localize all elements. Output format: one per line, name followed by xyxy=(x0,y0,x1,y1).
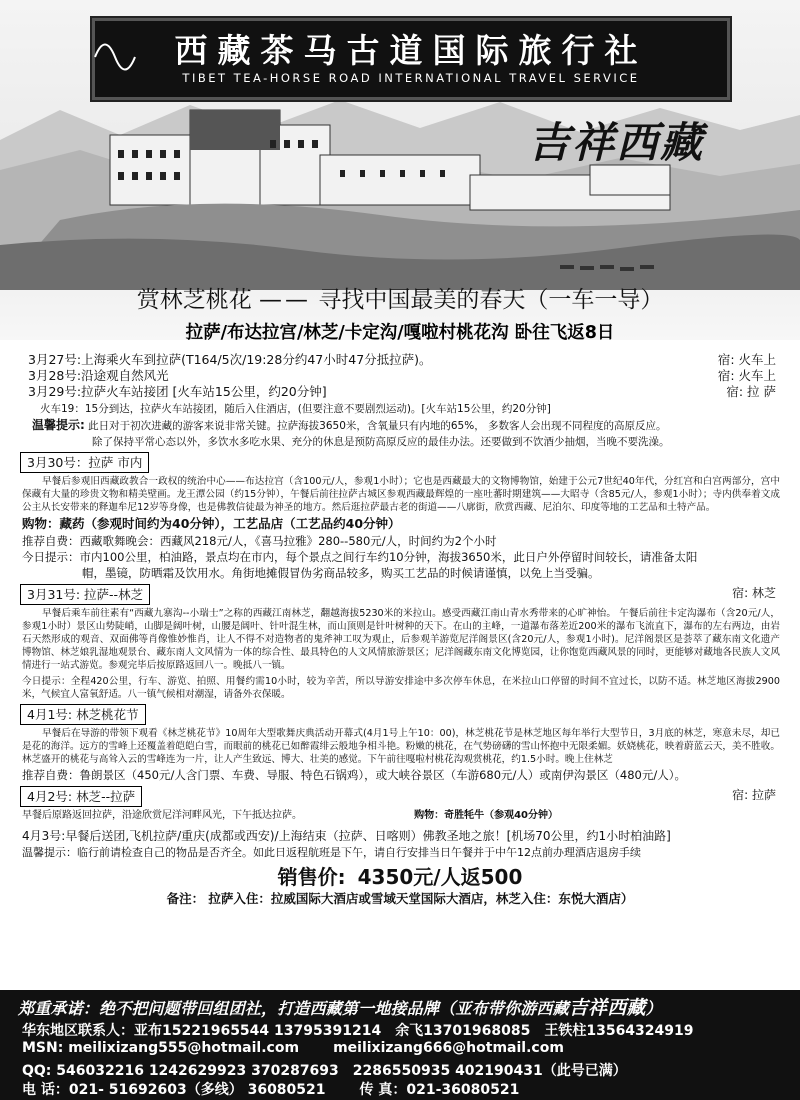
day-title: 4月1号: 林芝桃花节 xyxy=(20,704,146,725)
recommended-line xyxy=(0,767,800,783)
tour-route-title: 拉萨/布达拉宫/林芝/卡定沟/嘎啦村桃花沟 卧往飞返8日 xyxy=(185,323,615,340)
day-description: 早餐后乘车前往素有“西藏九寨沟--小瑞士”之称的西藏江南林芝，翻越海拔5230米的米拉山。感受西藏江南山青水秀带来的心旷神怡。 午餐后前往卡定沟瀑布（含20元/人，参观1小时）景区山势陡峭，山脚是阔叶树，山腰是阔叶、针叶混生林，而山顶则是针叶树种的天下。在山的主峰，一道瀑布落差近200米的瀑布飞流直下，瀑布的左右两边，由岩石天然形成的观音、双面佛等肖像惟妙惟肖，让人不得不对造物者的鬼斧神工叹为观止，后参观羊游览尼洋阁景区(含20元/人，参观1小时)。尼洋阁景区是荟萃了藏东南文化遗产博物馆、林芝娘乳湿地观景台、藏东南人文风情为一体的综合性、最具特色的人文风情旅游景区；尼洋阁藏东南文化博览园，让你饱览西藏风景的同时，更能够对藏地各民族人文风情进行一站式游览。参观完毕后按原路返回八一。晚抵八一镇。 xyxy=(22,607,780,672)
tip-text: 市内100公里，柏油路，景点均在市内，每个景点之间行车约10分钟，海拔3650米，此日户外停留时间较长，请准备太阳 xyxy=(79,549,698,564)
promise-statement xyxy=(18,993,662,1020)
shop-text: 藏药（参观时间约为40分钟），工艺品店（工艺品约40分钟） xyxy=(59,515,401,531)
hotel-remark: 备注： 拉萨入住：拉威国际大酒店或雪域天堂国际大酒店，林芝入住：东悦大酒店） xyxy=(166,890,634,906)
slogan: 吉祥西藏 xyxy=(528,118,705,167)
recommended-line xyxy=(0,533,800,549)
contact-line-east xyxy=(22,1020,708,1040)
day-header xyxy=(0,452,800,473)
day-title: 4月2号: 林芝--拉萨 xyxy=(20,786,142,807)
contact-footer xyxy=(0,990,800,1100)
contact-person: 王铁柱13564324919 xyxy=(544,1023,694,1039)
contact-line-phone xyxy=(22,1079,533,1099)
rec-text: 鲁朗景区（450元/人含门票、车费、导服、特色石锅鸡），或大峡谷景区（车游680元/人）或南伊沟景区（480元/人）。 xyxy=(79,767,686,782)
stay-text: 宿: 拉 萨 xyxy=(726,384,776,399)
price-value: 4350元/人返500 xyxy=(357,864,523,889)
price-label: 销售价: xyxy=(277,864,346,889)
fax-number: 传 真：021-36080521 xyxy=(359,1082,520,1098)
shopping-line xyxy=(0,515,800,533)
company-name-cn: 西藏茶马古道国际旅行社 xyxy=(174,31,648,70)
day-description-row xyxy=(0,807,800,825)
stay-text: 宿: 火车上 xyxy=(717,368,776,383)
contact-person: 余飞13701968085 xyxy=(395,1023,531,1039)
itinerary-row xyxy=(0,352,800,368)
rec-label: 推荐自费： xyxy=(22,767,80,782)
final-day: 4月3号:早餐后送团,飞机拉萨/重庆(成都或西安)/上海结束（拉萨、日喀则）佛教圣地之旅！[机场70公里，约1小时柏油路] xyxy=(22,828,671,843)
day-title: 3月30号：拉萨 市内 xyxy=(20,452,149,473)
day-header xyxy=(0,584,800,605)
header-banner xyxy=(0,0,800,340)
today-tip xyxy=(0,549,800,565)
shopping-text: 购物：奇胜牦牛（参观40分钟） xyxy=(414,809,558,821)
warm-tip xyxy=(0,416,800,433)
promise-brand: 吉祥西藏 xyxy=(568,997,646,1019)
company-logo-band xyxy=(92,18,730,100)
subtitle-dash: —— xyxy=(259,287,311,313)
stay-text: 宿: 火车上 xyxy=(717,352,776,367)
contact-line-qq xyxy=(22,1060,641,1080)
warm-tip-line2: 除了保持平常心态以外，多饮水多吃水果、充分的休息是预防高原反应的最佳办法。还要做到不饮酒少抽烟，当晚不要洗澡。 xyxy=(92,436,670,448)
msn-address: meilixizang666@hotmail.com xyxy=(333,1040,564,1056)
itinerary-text: 3月27号:上海乘火车到拉萨(T164/5次/19:28分约47小时47分抵拉萨)。 xyxy=(28,352,432,367)
rec-label: 推荐自费： xyxy=(22,533,80,548)
contact-line-msn xyxy=(22,1040,578,1056)
warm-tip-label: 温馨提示: xyxy=(32,418,85,432)
itinerary xyxy=(0,352,800,908)
tip-text-cont: 帽，墨镜，防晒霜及饮用水。角街地摊假冒伪劣商品较多，购买工艺品的时候请谨慎，以免上当受骗。 xyxy=(82,565,600,580)
subtitle-part-a: 赏林芝桃花 xyxy=(136,287,252,313)
warm-tip-line1: 此日对于初次进藏的游客来说非常关键。拉萨海拔3650米，含氧量只有内地的65%， 多数客人会出现不同程度的高原反应。 xyxy=(88,420,667,432)
day-header xyxy=(0,786,800,807)
promise-text: 郑重承诺：绝不把问题带回组团社，打造西藏第一地接品牌（亚布带你游西藏 xyxy=(18,999,569,1018)
itinerary-row xyxy=(0,368,800,384)
tip-label: 今日提示： xyxy=(22,549,80,564)
day-title: 3月31号: 拉萨--林芝 xyxy=(20,584,150,605)
itinerary-row xyxy=(0,384,800,400)
shop-label: 购物： xyxy=(22,515,60,531)
stay-text: 宿: 拉萨 xyxy=(732,787,776,802)
train-days xyxy=(0,352,800,400)
sale-price xyxy=(0,864,800,890)
day-tip: 今日提示：全程420公里，行车、游览、拍照、用餐约需10小时，较为辛苦，所以导游安排途中多次停车休息，在米拉山口停留的时间不宜过长，以防不适。林芝地区海拔2900米，气候宜人富氧舒适。八一镇气候相对潮湿，请备外衣保暖。 xyxy=(22,675,780,700)
subtitle-part-b: 寻找中国最美的春天（一车一导） xyxy=(318,287,664,313)
promise-end: ） xyxy=(645,999,662,1018)
tour-subtitle xyxy=(0,281,800,314)
contact-person: 华东地区联系人：亚布15221965544 13795391214 xyxy=(22,1023,382,1039)
company-name-en: TIBET TEA-HORSE ROAD INTERNATIONAL TRAVEL SERVICE xyxy=(182,71,640,85)
qq-numbers: QQ: 546032216 1242629923 370287693 xyxy=(22,1063,339,1079)
arrival-note: 火车19：15分到达，拉萨火车站接团，随后入住酒店，(但要注意不要剧烈运动)。[火车站15公里，约20分钟] xyxy=(40,403,551,415)
day-description: 早餐后原路返回拉萨，沿途欣赏尼洋河畔风光，下午抵达拉萨。 xyxy=(22,809,302,821)
day-description: 早餐后参观旧西藏政教合一政权的统治中心——布达拉宫（含100元/人，参观1小时）；它也是西藏最大的文物博物馆，始建于公元7世纪40年代，分红宫和白宫两部分，宫中保藏有大量的珍贵文物和精美壁画。龙王潭公园（约15分钟），午餐后前往拉萨古城区参观西藏最辉煌的一座吐蕃时期建筑——大昭寺（含85元/人，参观1小时）；寺内供奉着文成公主从长安带来的释迦牟尼12岁等身像，也是佛教信徒最为神圣的地方。然后逛拉萨最古老的街道——八廓街，欣赏西藏、尼泊尔、印度等地的工艺品和土特产品。 xyxy=(22,476,780,514)
rec-text: 西藏歌舞晚会：西藏风218元/人，《喜马拉雅》280--580元/人，时间约为2个小时 xyxy=(79,533,497,548)
msn-address: MSN: meilixizang555@hotmail.com xyxy=(22,1040,300,1056)
stay-text: 宿: 林芝 xyxy=(732,585,776,600)
day-header xyxy=(0,704,800,725)
final-tip: 温馨提示：临行前请检查自己的物品是否齐全。如此日返程航班是下午，请自行安排当日午餐并于中午12点前办理酒店退房手续 xyxy=(22,845,641,859)
phone-number: 电 话：021- 51692603（多线） 36080521 xyxy=(22,1082,326,1098)
itinerary-text: 3月28号:沿途观自然风光 xyxy=(28,368,169,383)
day-description: 早餐后在导游的带领下观看《林芝桃花节》10周年大型歌舞庆典活动开幕式(4月1号上午10：00)，林芝桃花节是林芝地区每年举行大型节日，3月底的林芝，寒意未尽，却已是花的海洋。远方的雪峰上还覆盖着皑皑白雪，而眼前的桃花已如醉霞绯云般地争相斗艳。粉嫩的桃花，在气势磅礴的雪山怀抱中无限柔媚。妖娆桃花，映着蔚蓝云天，美不胜收。林芝盛开的桃花与高耸入云的雪峰连为一片，让人产生致远、博大、壮美的感觉。下午前往嘎啦村桃花沟观赏桃花，约1.5小时。晚上住林芝 xyxy=(22,728,780,766)
qq-numbers: 2286550935 402190431（此号已满） xyxy=(352,1063,627,1079)
itinerary-text: 3月29号:拉萨火车站接团 [火车站15公里，约20分钟] xyxy=(28,384,327,399)
